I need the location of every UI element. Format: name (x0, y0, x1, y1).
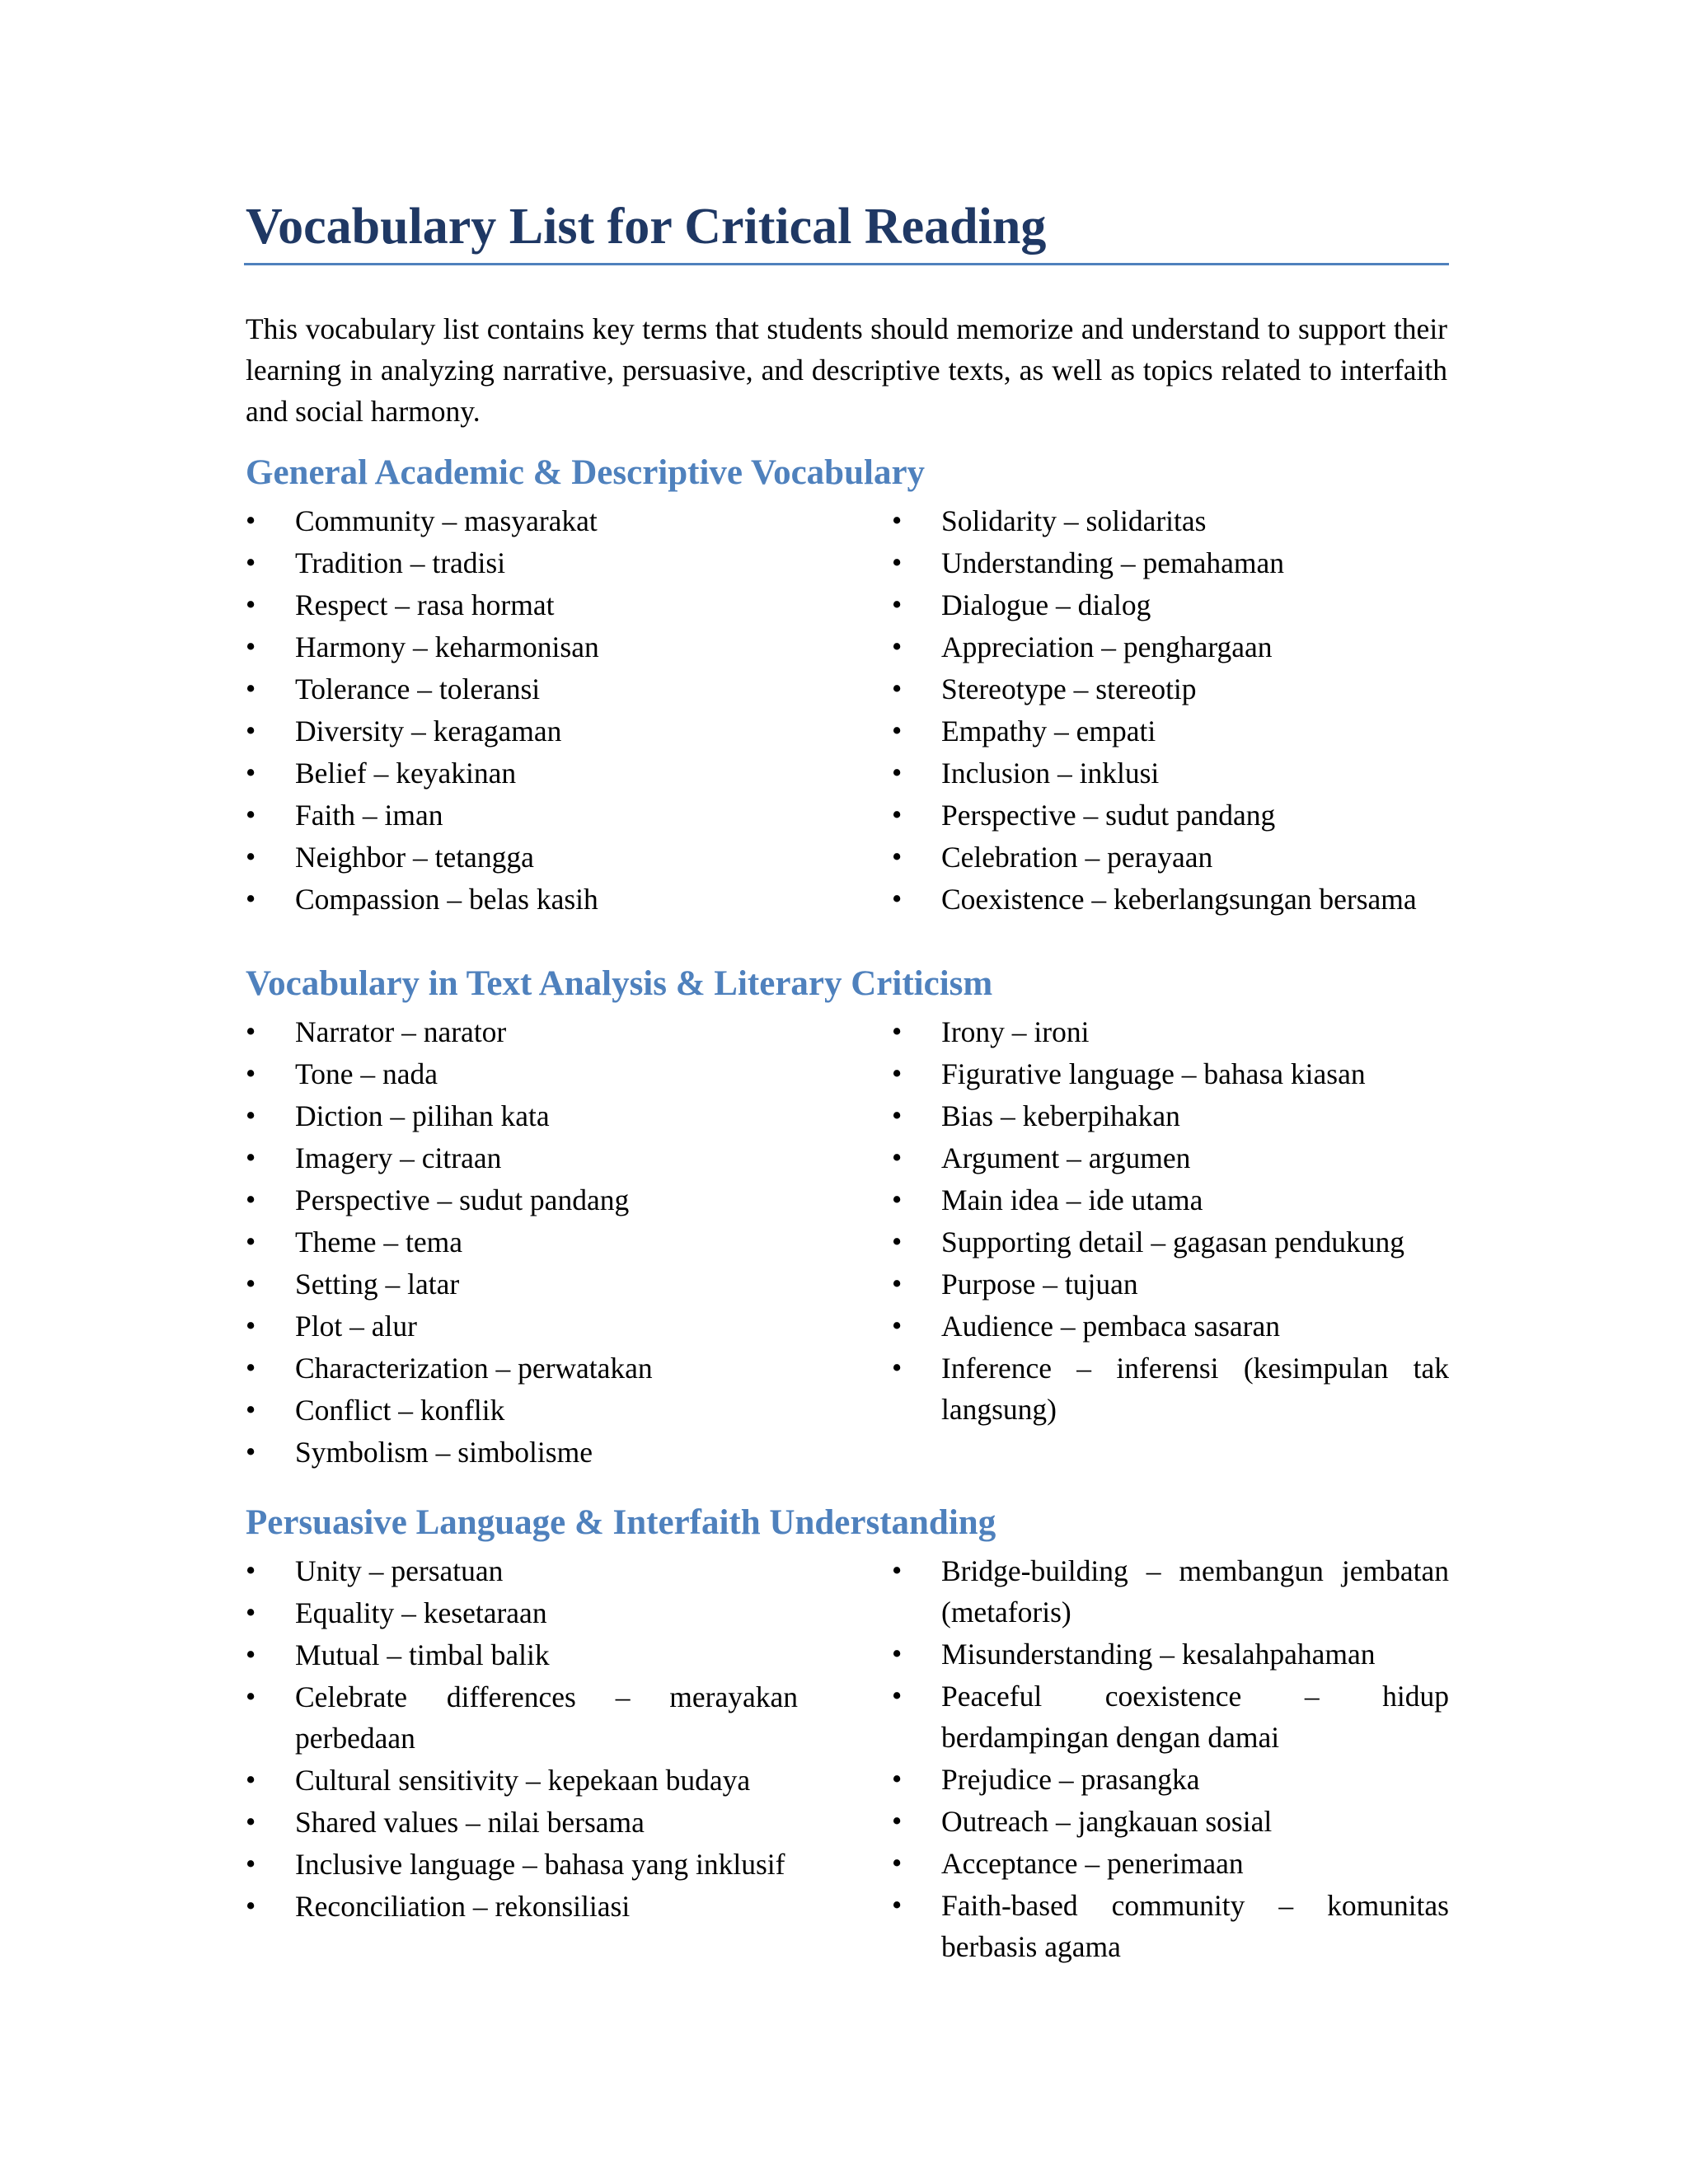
vocabulary-term: Inclusive language – bahasa yang inklusif (295, 1848, 785, 1881)
bullet-icon: • (892, 1268, 903, 1300)
vocabulary-item (892, 1885, 1449, 1967)
vocabulary-term: Perspective – sudut pandang (941, 799, 1276, 832)
vocabulary-term: Belief – keyakinan (295, 757, 517, 790)
vocabulary-term: Diction – pilihan kata (295, 1099, 550, 1132)
vocabulary-columns (246, 1550, 1449, 1968)
vocabulary-term: Narrator – narator (295, 1015, 507, 1048)
vocabulary-term: Misunderstanding – kesalahpahaman (941, 1638, 1376, 1671)
bullet-icon: • (892, 673, 903, 705)
vocabulary-term: Equality – kesetaraan (295, 1596, 547, 1629)
vocabulary-item (246, 1053, 798, 1094)
bullet-icon: • (892, 1847, 903, 1879)
vocabulary-item (246, 1011, 798, 1052)
vocabulary-item (892, 1675, 1449, 1758)
bullet-icon: • (246, 1310, 256, 1342)
vocabulary-term: Harmony – keharmonisan (295, 630, 599, 663)
vocabulary-term: Understanding – pemahaman (941, 546, 1285, 579)
bullet-icon: • (892, 1352, 903, 1384)
bullet-icon: • (892, 1015, 903, 1047)
vocabulary-item (246, 752, 798, 794)
bullet-icon: • (892, 504, 903, 537)
vocabulary-item (246, 1390, 798, 1431)
section-heading: Vocabulary in Text Analysis & Literary Criticism (246, 964, 993, 1003)
vocabulary-term: Purpose – tujuan (941, 1268, 1138, 1301)
vocabulary-term: Setting – latar (295, 1268, 460, 1301)
bullet-icon: • (246, 1848, 256, 1880)
vocabulary-term: Figurative language – bahasa kiasan (941, 1057, 1366, 1090)
vocabulary-term: Community – masyarakat (295, 504, 598, 537)
vocabulary-term: Tolerance – toleransi (295, 673, 541, 705)
vocabulary-term: Celebrate differences – merayakan perbedaan (295, 1680, 798, 1755)
vocabulary-item (892, 500, 1449, 541)
vocabulary-item (246, 1760, 798, 1801)
vocabulary-term: Faith – iman (295, 799, 443, 832)
vocabulary-term: Faith-based community – komunitas berbasis agama (941, 1889, 1449, 1963)
vocabulary-term: Stereotype – stereotip (941, 673, 1197, 705)
bullet-icon: • (892, 1057, 903, 1090)
vocabulary-term: Imagery – citraan (295, 1141, 502, 1174)
vocabulary-item (892, 1179, 1449, 1221)
vocabulary-item (892, 1095, 1449, 1137)
bullet-icon: • (892, 1638, 903, 1670)
vocabulary-term: Unity – persatuan (295, 1554, 504, 1587)
vocabulary-columns (246, 500, 1449, 921)
vocabulary-item (246, 1550, 798, 1591)
vocabulary-item (246, 1095, 798, 1137)
vocabulary-item (246, 1592, 798, 1633)
bullet-icon: • (892, 757, 903, 789)
bullet-icon: • (246, 630, 256, 663)
vocabulary-term: Tradition – tradisi (295, 546, 506, 579)
vocabulary-term: Inference – inferensi (kesimpulan tak langsung) (941, 1352, 1449, 1426)
section-text-analysis (246, 957, 1449, 1474)
vocabulary-term: Outreach – jangkauan sosial (941, 1805, 1273, 1838)
bullet-icon: • (246, 673, 256, 705)
vocabulary-item (892, 626, 1449, 668)
vocabulary-item (892, 668, 1449, 710)
right-column-list (892, 1011, 1449, 1431)
vocabulary-item (892, 1347, 1449, 1430)
vocabulary-term: Irony – ironi (941, 1015, 1090, 1048)
vocabulary-term: Perspective – sudut pandang (295, 1183, 630, 1216)
bullet-icon: • (246, 1099, 256, 1132)
vocabulary-term: Bridge-building – membangun jembatan (metaforis) (941, 1554, 1449, 1629)
page-title: Vocabulary List for Critical Reading (246, 199, 1047, 255)
vocabulary-term: Acceptance – penerimaan (941, 1847, 1244, 1880)
vocabulary-item (246, 1432, 798, 1473)
bullet-icon: • (246, 504, 256, 537)
vocabulary-item (892, 1011, 1449, 1052)
bullet-icon: • (892, 1310, 903, 1342)
vocabulary-item (892, 1550, 1449, 1633)
vocabulary-item (892, 1137, 1449, 1179)
bullet-icon: • (892, 1554, 903, 1586)
vocabulary-term: Conflict – konflik (295, 1394, 505, 1427)
bullet-icon: • (892, 841, 903, 873)
vocabulary-term: Symbolism – simbolisme (295, 1436, 593, 1469)
bullet-icon: • (246, 883, 256, 915)
right-column-list (892, 500, 1449, 921)
vocabulary-item (246, 500, 798, 541)
vocabulary-item (892, 584, 1449, 626)
vocabulary-term: Characterization – perwatakan (295, 1352, 653, 1385)
vocabulary-term: Respect – rasa hormat (295, 588, 555, 621)
section-heading: Persuasive Language & Interfaith Understanding (246, 1503, 996, 1542)
vocabulary-term: Inclusion – inklusi (941, 757, 1160, 790)
vocabulary-term: Reconciliation – rekonsiliasi (295, 1890, 631, 1923)
vocabulary-item (246, 584, 798, 626)
vocabulary-item (892, 837, 1449, 878)
vocabulary-item (246, 1844, 798, 1885)
vocabulary-item (246, 1886, 798, 1927)
vocabulary-item (892, 1305, 1449, 1347)
vocabulary-item (892, 1633, 1449, 1675)
vocabulary-term: Theme – tema (295, 1226, 463, 1258)
section-heading: General Academic & Descriptive Vocabulary (246, 453, 926, 492)
vocabulary-term: Solidarity – solidaritas (941, 504, 1207, 537)
vocabulary-item (246, 626, 798, 668)
vocabulary-term: Neighbor – tetangga (295, 841, 534, 874)
vocabulary-item (892, 710, 1449, 752)
vocabulary-item (246, 668, 798, 710)
title-underline (244, 263, 1449, 265)
vocabulary-term: Coexistence – keberlangsungan bersama (941, 883, 1417, 916)
vocabulary-term: Compassion – belas kasih (295, 883, 598, 916)
bullet-icon: • (246, 1764, 256, 1796)
bullet-icon: • (892, 799, 903, 831)
bullet-icon: • (892, 1889, 903, 1921)
bullet-icon: • (246, 715, 256, 747)
bullet-icon: • (892, 1141, 903, 1174)
vocabulary-term: Shared values – nilai bersama (295, 1806, 645, 1839)
vocabulary-term: Main idea – ide utama (941, 1183, 1203, 1216)
bullet-icon: • (892, 1226, 903, 1258)
vocabulary-item (892, 1843, 1449, 1884)
bullet-icon: • (892, 715, 903, 747)
section-general-academic (246, 446, 1449, 921)
bullet-icon: • (246, 1638, 256, 1671)
vocabulary-item (246, 1634, 798, 1675)
vocabulary-term: Cultural sensitivity – kepekaan budaya (295, 1764, 751, 1797)
bullet-icon: • (246, 841, 256, 873)
bullet-icon: • (246, 1806, 256, 1838)
bullet-icon: • (246, 1268, 256, 1300)
left-column-list (246, 1011, 798, 1474)
vocabulary-item (892, 542, 1449, 583)
bullet-icon: • (246, 1226, 256, 1258)
vocabulary-term: Plot – alur (295, 1310, 417, 1343)
section-persuasive-interfaith (246, 1496, 1449, 1968)
bullet-icon: • (892, 1805, 903, 1837)
bullet-icon: • (246, 1890, 256, 1922)
vocabulary-item (246, 879, 798, 920)
vocabulary-item (246, 837, 798, 878)
vocabulary-term: Appreciation – penghargaan (941, 630, 1273, 663)
bullet-icon: • (892, 588, 903, 621)
left-column-list (246, 1550, 798, 1928)
bullet-icon: • (246, 1596, 256, 1629)
vocabulary-term: Supporting detail – gagasan pendukung (941, 1226, 1404, 1258)
left-column-list (246, 500, 798, 921)
vocabulary-item (246, 794, 798, 836)
bullet-icon: • (892, 546, 903, 579)
vocabulary-item (892, 1801, 1449, 1842)
vocabulary-item (246, 1347, 798, 1389)
bullet-icon: • (246, 1183, 256, 1216)
vocabulary-term: Dialogue – dialog (941, 588, 1151, 621)
vocabulary-item (892, 1263, 1449, 1305)
bullet-icon: • (246, 588, 256, 621)
bullet-icon: • (246, 757, 256, 789)
vocabulary-item (246, 1221, 798, 1263)
vocabulary-term: Audience – pembaca sasaran (941, 1310, 1281, 1343)
bullet-icon: • (892, 1099, 903, 1132)
vocabulary-item (892, 1221, 1449, 1263)
bullet-icon: • (892, 1680, 903, 1712)
bullet-icon: • (246, 546, 256, 579)
vocabulary-term: Empathy – empati (941, 715, 1156, 748)
vocabulary-item (246, 1179, 798, 1221)
bullet-icon: • (892, 1183, 903, 1216)
bullet-icon: • (246, 799, 256, 831)
bullet-icon: • (892, 883, 903, 915)
vocabulary-item (892, 879, 1449, 920)
vocabulary-item (246, 1305, 798, 1347)
bullet-icon: • (246, 1394, 256, 1426)
vocabulary-term: Prejudice – prasangka (941, 1763, 1200, 1796)
vocabulary-item (246, 1263, 798, 1305)
vocabulary-item (892, 1759, 1449, 1800)
vocabulary-term: Mutual – timbal balik (295, 1638, 550, 1671)
vocabulary-term: Bias – keberpihakan (941, 1099, 1180, 1132)
vocabulary-item (246, 1137, 798, 1179)
vocabulary-item (246, 1676, 798, 1759)
bullet-icon: • (246, 1141, 256, 1174)
bullet-icon: • (246, 1680, 256, 1713)
bullet-icon: • (246, 1554, 256, 1586)
right-column-list (892, 1550, 1449, 1968)
vocabulary-item (892, 794, 1449, 836)
vocabulary-item (892, 752, 1449, 794)
bullet-icon: • (892, 1763, 903, 1795)
bullet-icon: • (892, 630, 903, 663)
vocabulary-term: Celebration – perayaan (941, 841, 1213, 874)
vocabulary-item (892, 1053, 1449, 1094)
bullet-icon: • (246, 1015, 256, 1047)
vocabulary-term: Tone – nada (295, 1057, 438, 1090)
vocabulary-item (246, 710, 798, 752)
vocabulary-item (246, 542, 798, 583)
bullet-icon: • (246, 1057, 256, 1090)
bullet-icon: • (246, 1436, 256, 1468)
vocabulary-item (246, 1802, 798, 1843)
intro-paragraph: This vocabulary list contains key terms that students should memorize and understand to support their learning in analyzing narrative, persuasive, and descriptive texts, as well as topics related to interfaith and social harmony. (246, 312, 1447, 428)
vocabulary-term: Argument – argumen (941, 1141, 1191, 1174)
vocabulary-term: Diversity – keragaman (295, 715, 562, 748)
vocabulary-columns (246, 1011, 1449, 1474)
bullet-icon: • (246, 1352, 256, 1384)
vocabulary-term: Peaceful coexistence – hidup berdampingan dengan damai (941, 1680, 1449, 1754)
